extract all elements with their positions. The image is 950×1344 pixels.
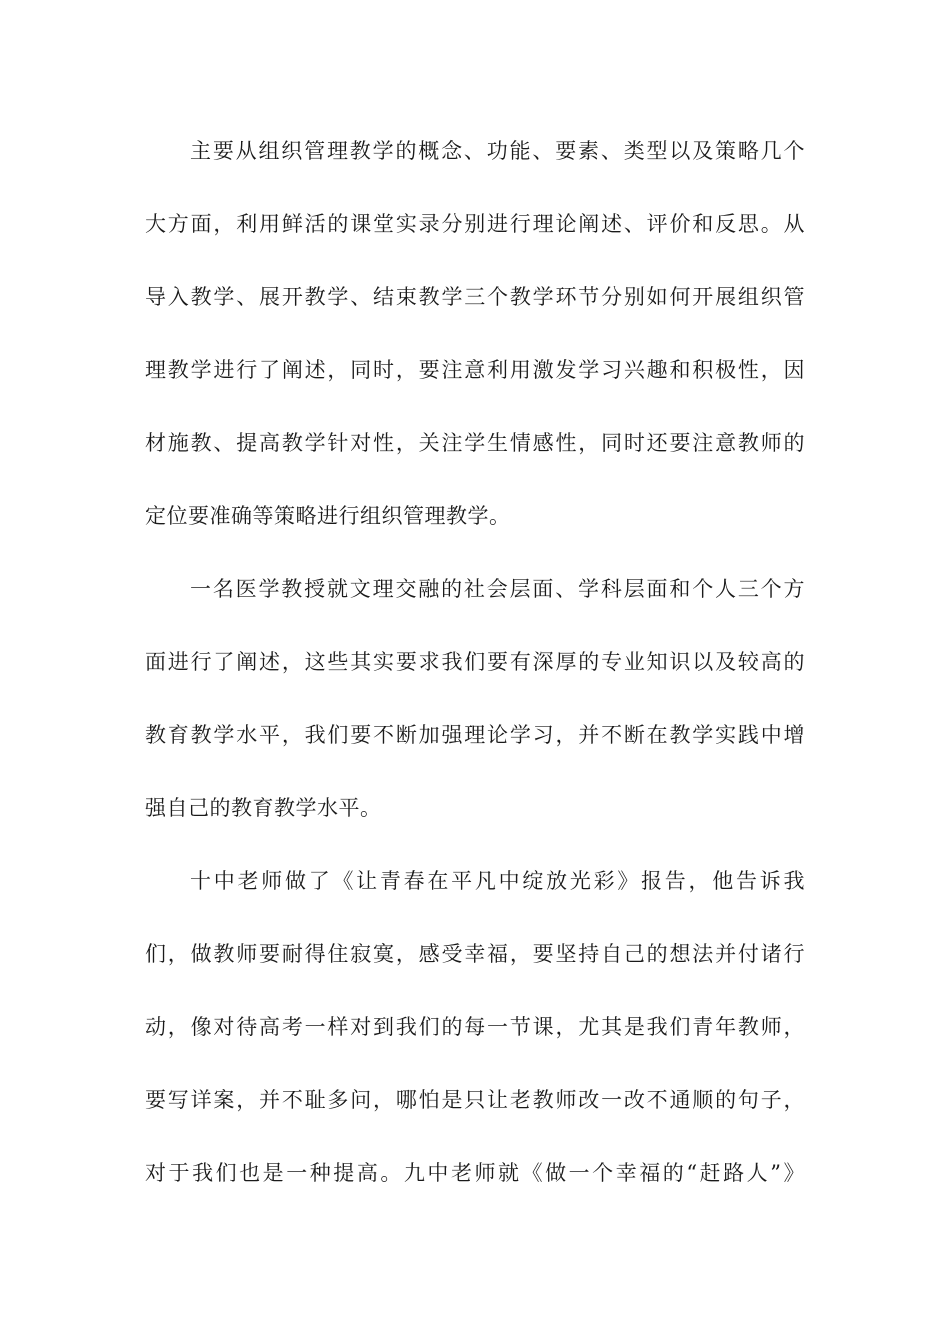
paragraph-3-line-2: 们，做教师要耐得住寂寞，感受幸福，要坚持自己的想法并付诸行: [145, 942, 805, 966]
paragraph-2-line-3: 教育教学水平，我们要不断加强理论学习，并不断在教学实践中增: [145, 723, 805, 747]
paragraph-2-line-1: 一名医学教授就文理交融的社会层面、学科层面和个人三个方: [190, 577, 805, 601]
paragraph-1-line-5: 材施教、提高教学针对性，关注学生情感性，同时还要注意教师的: [145, 431, 805, 455]
paragraph-2-line-2: 面进行了阐述，这些其实要求我们要有深厚的专业知识以及较高的: [145, 650, 805, 674]
paragraph-1-line-6: 定位要准确等策略进行组织管理教学。: [145, 504, 511, 528]
paragraph-2-line-4: 强自己的教育教学水平。: [145, 796, 382, 820]
paragraph-3-line-5: 对于我们也是一种提高。九中老师就《做一个幸福的“赶路人”》: [145, 1161, 805, 1185]
paragraph-1-line-1: 主要从组织管理教学的概念、功能、要素、类型以及策略几个: [190, 139, 805, 163]
paragraph-3-line-1: 十中老师做了《让青春在平凡中绽放光彩》报告，他告诉我: [190, 869, 805, 893]
paragraph-3-line-4: 要写详案，并不耻多问，哪怕是只让老教师改一改不通顺的句子，: [145, 1088, 805, 1112]
paragraph-3-line-3: 动，像对待高考一样对到我们的每一节课，尤其是我们青年教师，: [145, 1015, 805, 1039]
paragraph-1-line-2: 大方面，利用鲜活的课堂实录分别进行理论阐述、评价和反思。从: [145, 212, 805, 236]
paragraph-1-line-3: 导入教学、展开教学、结束教学三个教学环节分别如何开展组织管: [145, 285, 805, 309]
paragraph-1-line-4: 理教学进行了阐述，同时，要注意利用激发学习兴趣和积极性，因: [145, 358, 805, 382]
